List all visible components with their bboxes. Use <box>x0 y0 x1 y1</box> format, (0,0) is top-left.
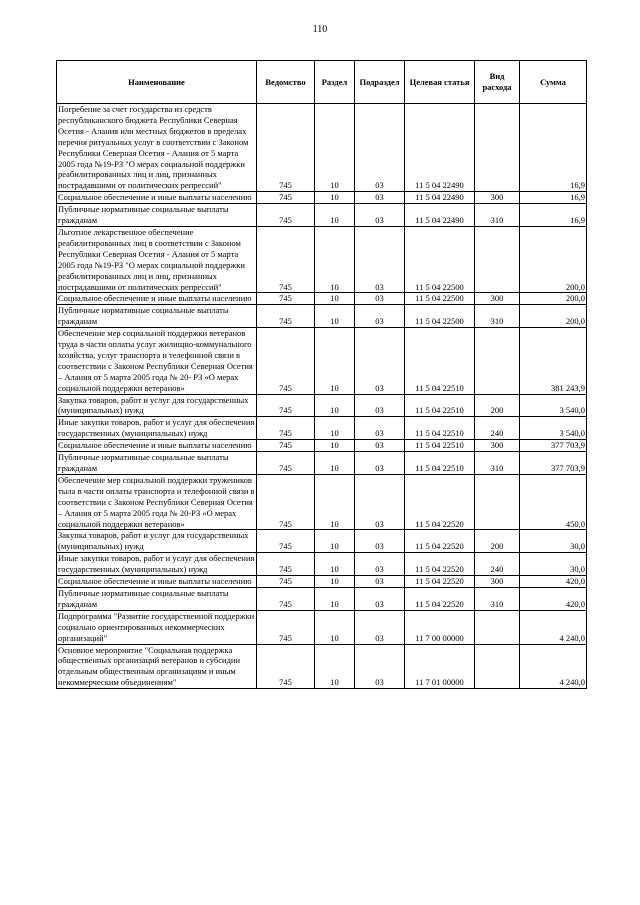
table-row <box>57 328 587 394</box>
cell-department: 745 <box>257 610 315 644</box>
cell-target: 11 5 04 22490 <box>405 204 475 227</box>
header-amount: Сумма <box>520 61 587 104</box>
table-row <box>57 530 587 553</box>
budget-table <box>56 60 587 689</box>
cell-expense-type: 300 <box>475 440 520 452</box>
cell-expense-type: 310 <box>475 305 520 328</box>
cell-section: 10 <box>315 394 355 417</box>
cell-subsection: 03 <box>355 474 405 530</box>
cell-department: 745 <box>257 394 315 417</box>
cell-target: 11 5 04 22520 <box>405 553 475 576</box>
cell-subsection: 03 <box>355 192 405 204</box>
table-body <box>57 104 587 689</box>
cell-target: 11 5 04 22490 <box>405 192 475 204</box>
cell-expense-type: 200 <box>475 394 520 417</box>
cell-subsection: 03 <box>355 530 405 553</box>
cell-subsection: 03 <box>355 553 405 576</box>
table-row <box>57 417 587 440</box>
cell-section: 10 <box>315 452 355 475</box>
table-row <box>57 644 587 689</box>
cell-department: 745 <box>257 553 315 576</box>
table-row <box>57 587 587 610</box>
cell-name: Закупка товаров, работ и услуг для государственных (муниципальных) нужд <box>57 394 257 417</box>
table-row <box>57 192 587 204</box>
cell-target: 11 5 04 22510 <box>405 440 475 452</box>
cell-name: Обеспечение мер социальной поддержки тружеников тыла в части оплаты транспорта и телефонной связи в соответствии с Законом Республики Северная Осетия – Алания от 5 марта 2005 года № 20-РЗ «О мерах социальной поддержки ветеранов» <box>58 474 255 529</box>
cell-amount: 381 243,9 <box>520 328 587 394</box>
cell-amount: 3 540,0 <box>520 394 587 417</box>
cell-target: 11 7 00 00000 <box>405 610 475 644</box>
table-row <box>57 576 587 588</box>
cell-subsection: 03 <box>355 644 405 689</box>
cell-department: 745 <box>257 644 315 689</box>
cell-amount: 377 703,9 <box>520 452 587 475</box>
cell-amount: 16,9 <box>520 104 587 192</box>
cell-subsection: 03 <box>355 204 405 227</box>
cell-section: 10 <box>315 293 355 305</box>
table-row <box>57 226 587 292</box>
cell-name: Публичные нормативные социальные выплаты гражданам <box>57 587 257 610</box>
cell-section: 10 <box>315 474 355 530</box>
cell-department: 745 <box>257 204 315 227</box>
cell-amount: 420,0 <box>520 576 587 588</box>
cell-name: Социальное обеспечение и иные выплаты населению <box>57 576 257 588</box>
table-header-row <box>57 61 587 104</box>
cell-expense-type: 310 <box>475 452 520 475</box>
cell-section: 10 <box>315 417 355 440</box>
cell-amount: 420,0 <box>520 587 587 610</box>
header-expense-type: Вид расхода <box>475 61 520 104</box>
cell-expense-type: 300 <box>475 192 520 204</box>
cell-amount: 3 540,0 <box>520 417 587 440</box>
cell-section: 10 <box>315 576 355 588</box>
cell-name: Социальное обеспечение и иные выплаты населению <box>57 293 257 305</box>
cell-name: Социальное обеспечение и иные выплаты населению <box>57 440 257 452</box>
cell-expense-type <box>475 474 520 530</box>
cell-name: Льготное лекарственное обеспечение реабилитированных лиц в соответствии с Законом Республики Северная Осетия - Алания от 5 марта 2005 года №19-РЗ "О мерах социальной поддержки реабилитированных лиц и лиц, признанных пострадавшими от политических репрессий" <box>57 226 257 292</box>
cell-subsection: 03 <box>355 394 405 417</box>
cell-section: 10 <box>315 530 355 553</box>
cell-name: Социальное обеспечение и иные выплаты населению <box>57 192 257 204</box>
cell-subsection: 03 <box>355 305 405 328</box>
cell-target: 11 5 04 22500 <box>405 293 475 305</box>
cell-department: 745 <box>257 305 315 328</box>
cell-name: Обеспечение мер социальной поддержки ветеранов труда в части оплаты услуг жилищно-коммунального хозяйства, услуг транспорта и телефонной связи в соответствии с Законом Республики Северная Осетия – Алания от 5 марта 2005 года № 20- РЗ «О мерах социальной поддержки ветеранов» <box>57 328 257 394</box>
cell-target: 11 5 04 22510 <box>405 417 475 440</box>
header-section: Раздел <box>315 61 355 104</box>
cell-subsection: 03 <box>355 104 405 192</box>
cell-name: Закупка товаров, работ и услуг для государственных (муниципальных) нужд <box>57 530 257 553</box>
cell-section: 10 <box>315 192 355 204</box>
cell-expense-type <box>475 328 520 394</box>
cell-department: 745 <box>257 293 315 305</box>
cell-target: 11 5 04 22510 <box>405 452 475 475</box>
cell-department: 745 <box>257 226 315 292</box>
cell-amount: 4 240,0 <box>520 644 587 689</box>
table-row <box>57 474 587 530</box>
cell-amount: 450,0 <box>520 474 587 530</box>
cell-subsection: 03 <box>355 328 405 394</box>
cell-name: Иные закупки товаров, работ и услуг для обеспечения государственных (муниципальных) нужд <box>57 417 257 440</box>
cell-name: Иные закупки товаров, работ и услуг для обеспечения государственных (муниципальных) нужд <box>57 553 257 576</box>
cell-target: 11 5 04 22520 <box>405 530 475 553</box>
cell-department: 745 <box>257 328 315 394</box>
cell-expense-type: 310 <box>475 587 520 610</box>
cell-name: Основное мероприятие "Социальная поддержка общественных организаций ветеранов и субсидии отдельным общественным организациям и иным некоммерческим объединениям" <box>57 644 257 689</box>
cell-subsection: 03 <box>355 293 405 305</box>
cell-section: 10 <box>315 610 355 644</box>
cell-expense-type: 240 <box>475 417 520 440</box>
header-target: Целевая статья <box>405 61 475 104</box>
cell-section: 10 <box>315 440 355 452</box>
cell-department: 745 <box>257 104 315 192</box>
cell-section: 10 <box>315 587 355 610</box>
cell-department: 745 <box>257 440 315 452</box>
cell-subsection: 03 <box>355 452 405 475</box>
cell-target: 11 5 04 22500 <box>405 226 475 292</box>
cell-name: Публичные нормативные социальные выплаты гражданам <box>57 305 257 328</box>
cell-expense-type: 300 <box>475 293 520 305</box>
cell-expense-type: 310 <box>475 204 520 227</box>
cell-amount: 16,9 <box>520 204 587 227</box>
cell-target: 11 5 04 22510 <box>405 394 475 417</box>
cell-department: 745 <box>257 452 315 475</box>
cell-target: 11 5 04 22500 <box>405 305 475 328</box>
cell-expense-type: 200 <box>475 530 520 553</box>
cell-name: Подпрограмма "Развитие государственной поддержки социально ориентированных некоммерческих организаций" <box>57 610 257 644</box>
cell-subsection: 03 <box>355 610 405 644</box>
cell-subsection: 03 <box>355 417 405 440</box>
table-row <box>57 440 587 452</box>
cell-amount: 16,9 <box>520 192 587 204</box>
cell-department: 745 <box>257 587 315 610</box>
cell-name: Публичные нормативные социальные выплаты гражданам <box>57 204 257 227</box>
cell-department: 745 <box>257 530 315 553</box>
cell-expense-type <box>475 644 520 689</box>
cell-expense-type: 300 <box>475 576 520 588</box>
cell-section: 10 <box>315 104 355 192</box>
cell-name: Публичные нормативные социальные выплаты гражданам <box>57 452 257 475</box>
page-number: 110 <box>312 24 328 35</box>
table-row <box>57 394 587 417</box>
cell-department: 745 <box>257 474 315 530</box>
header-subsection: Подраздел <box>355 61 405 104</box>
cell-subsection: 03 <box>355 576 405 588</box>
cell-amount: 200,0 <box>520 226 587 292</box>
table-row <box>57 204 587 227</box>
cell-subsection: 03 <box>355 226 405 292</box>
table-row <box>57 104 587 192</box>
cell-expense-type <box>475 104 520 192</box>
cell-expense-type: 240 <box>475 553 520 576</box>
cell-section: 10 <box>315 328 355 394</box>
cell-amount: 30,0 <box>520 530 587 553</box>
table-row <box>57 610 587 644</box>
cell-subsection: 03 <box>355 587 405 610</box>
cell-department: 745 <box>257 576 315 588</box>
cell-department: 745 <box>257 417 315 440</box>
table-row <box>57 305 587 328</box>
cell-section: 10 <box>315 644 355 689</box>
cell-section: 10 <box>315 226 355 292</box>
cell-name: Погребение за счет государства из средств республиканского бюджета Республики Северная Осетия - Алания или местных бюджетов в пределах перечня ритуальных услуг в соответствии с Законом Республики Северная Осетия - Алания от 5 марта 2005 года №19-РЗ "О мерах социальной поддержки реабилитированных лиц и лиц, признанных пострадавшими от политических репрессий" <box>57 104 257 192</box>
cell-target: 11 5 04 22520 <box>405 587 475 610</box>
cell-expense-type <box>475 610 520 644</box>
cell-target: 11 5 04 22490 <box>405 104 475 192</box>
cell-amount: 4 240,0 <box>520 610 587 644</box>
cell-section: 10 <box>315 553 355 576</box>
header-department: Ведомство <box>257 61 315 104</box>
cell-target: 11 5 04 22510 <box>405 328 475 394</box>
table-row <box>57 452 587 475</box>
table-row <box>57 553 587 576</box>
cell-section: 10 <box>315 204 355 227</box>
cell-amount: 200,0 <box>520 293 587 305</box>
cell-department: 745 <box>257 192 315 204</box>
cell-target: 11 7 01 00000 <box>405 644 475 689</box>
cell-target: 11 5 04 22520 <box>405 474 475 530</box>
cell-expense-type <box>475 226 520 292</box>
cell-section: 10 <box>315 305 355 328</box>
cell-target: 11 5 04 22520 <box>405 576 475 588</box>
cell-amount: 377 703,9 <box>520 440 587 452</box>
cell-amount: 200,0 <box>520 305 587 328</box>
cell-amount: 30,0 <box>520 553 587 576</box>
cell-subsection: 03 <box>355 440 405 452</box>
table-row <box>57 293 587 305</box>
header-name: Наименование <box>57 61 257 104</box>
